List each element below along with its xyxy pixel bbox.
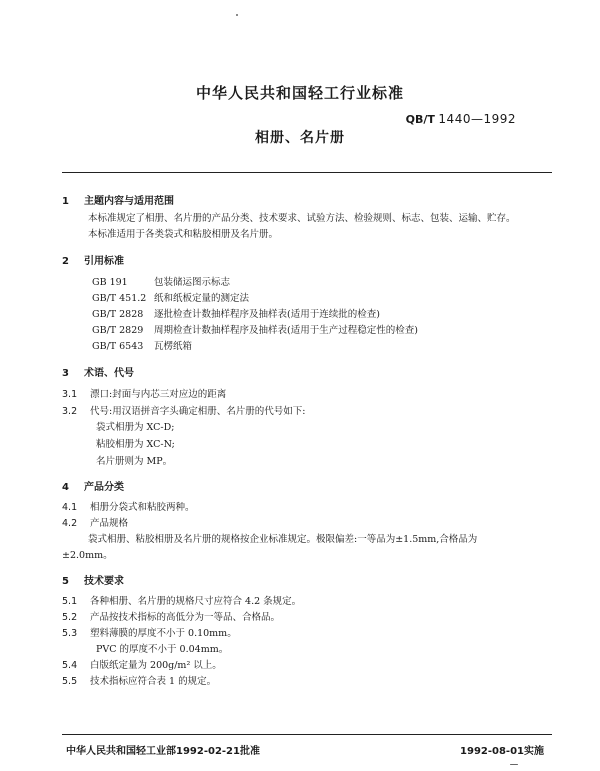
code-line-3: 名片册则为 MP。 — [96, 456, 173, 467]
section-2-heading — [62, 252, 124, 267]
clause-4-2 — [62, 517, 128, 531]
section-title: 术语、代号 — [84, 368, 134, 379]
section-title: 技术要求 — [84, 576, 124, 587]
scan-speck — [236, 14, 238, 16]
standard-code — [406, 112, 516, 126]
clause-text: 产品按技术指标的高低分为一等品、合格品。 — [90, 612, 281, 623]
reference-item — [92, 276, 230, 290]
section-3-heading — [62, 364, 134, 379]
section-5-heading — [62, 572, 124, 587]
reference-code: GB/T 451.2 — [92, 293, 147, 304]
clause-text: 塑料薄膜的厚度不小于 0.10mm。 — [90, 628, 237, 639]
footer-divider — [62, 734, 552, 735]
reference-name: 纸和纸板定量的测定法 — [154, 293, 250, 304]
clause-number: 5.3 — [62, 628, 78, 639]
reference-code: GB/T 6543 — [92, 341, 144, 352]
clause-text: 相册分袋式和粘胶两种。 — [90, 502, 195, 513]
clause-text: 技术指标应符合表 1 的规定。 — [90, 676, 217, 687]
standard-code-number: 1440—1992 — [438, 112, 516, 126]
code-line-2: 粘胶相册为 XC-N; — [96, 439, 175, 450]
section-number: 2 — [62, 256, 69, 267]
reference-name: 包装储运图示标志 — [154, 277, 231, 288]
section-number: 5 — [62, 576, 69, 587]
clause-number: 5.2 — [62, 612, 78, 623]
clause-text: 代号:用汉语拼音字头确定相册、名片册的代号如下: — [90, 406, 306, 417]
clause-number: 4.2 — [62, 518, 78, 529]
reference-item — [92, 292, 249, 306]
reference-name: 瓦楞纸箱 — [154, 341, 193, 352]
clause-text: 漂口:封面与内芯三对应边的距离 — [90, 389, 227, 400]
clause-5-3-continuation: PVC 的厚度不小于 0.04mm。 — [96, 644, 229, 655]
clause-number: 4.1 — [62, 502, 78, 513]
section-number: 1 — [62, 196, 69, 207]
section-number: 4 — [62, 482, 69, 493]
clause-5-3 — [62, 627, 237, 641]
section-title: 引用标准 — [84, 256, 124, 267]
section-1-line-1: 本标准规定了相册、名片册的产品分类、技术要求、试验方法、检验规则、标志、包装、运输、贮存。 — [88, 213, 516, 224]
reference-code: GB 191 — [92, 277, 128, 288]
reference-name: 逐批检查计数抽样程序及抽样表(适用于连续批的检查) — [154, 309, 380, 320]
document-title: 相册、名片册 — [255, 130, 345, 146]
reference-code: GB/T 2829 — [92, 325, 144, 336]
clause-5-4 — [62, 659, 222, 673]
clause-4-1 — [62, 501, 195, 515]
section-1-heading — [62, 192, 174, 207]
clause-text: 白版纸定量为 200g/m² 以上。 — [90, 660, 222, 671]
clause-4-2-paragraph-line-1: 袋式相册、粘胶相册及名片册的规格按企业标准规定。极限偏差:一等品为±1.5mm,合格品为 — [88, 534, 478, 545]
issuing-authority: 中华人民共和国轻工行业标准 — [195, 84, 404, 102]
section-1-line-2: 本标准适用于各类袋式和粘胶相册及名片册。 — [88, 229, 279, 240]
code-line-1: 袋式相册为 XC-D; — [96, 422, 175, 433]
header-divider — [62, 172, 552, 173]
reference-item — [92, 340, 192, 354]
clause-number: 5.5 — [62, 676, 78, 687]
approval-statement: 中华人民共和国轻工业部1992-02-21批准 — [66, 746, 260, 757]
clause-text: 各种相册、名片册的规格尺寸应符合 4.2 条规定。 — [90, 596, 302, 607]
clause-4-2-paragraph-line-2: ±2.0mm。 — [62, 550, 113, 561]
clause-text: 产品规格 — [90, 518, 129, 529]
clause-5-2 — [62, 611, 280, 625]
clause-5-5 — [62, 675, 216, 689]
section-title: 产品分类 — [84, 482, 124, 493]
reference-name: 周期检查计数抽样程序及抽样表(适用于生产过程稳定性的检查) — [154, 325, 418, 336]
standard-code-prefix: QB/T — [405, 113, 435, 126]
clause-5-1 — [62, 595, 301, 609]
clause-number: 5.1 — [62, 596, 78, 607]
reference-item — [92, 308, 380, 322]
scan-speck — [510, 764, 518, 765]
clause-number: 3.2 — [62, 406, 78, 417]
reference-code: GB/T 2828 — [92, 309, 144, 320]
clause-number: 5.4 — [62, 660, 78, 671]
section-4-heading — [62, 478, 124, 493]
clause-number: 3.1 — [62, 389, 78, 400]
reference-item — [92, 324, 418, 338]
section-number: 3 — [62, 368, 69, 379]
clause-3-2 — [62, 405, 305, 419]
clause-3-1 — [62, 388, 226, 402]
implementation-date: 1992-08-01实施 — [460, 746, 544, 757]
section-title: 主题内容与适用范围 — [84, 196, 174, 207]
